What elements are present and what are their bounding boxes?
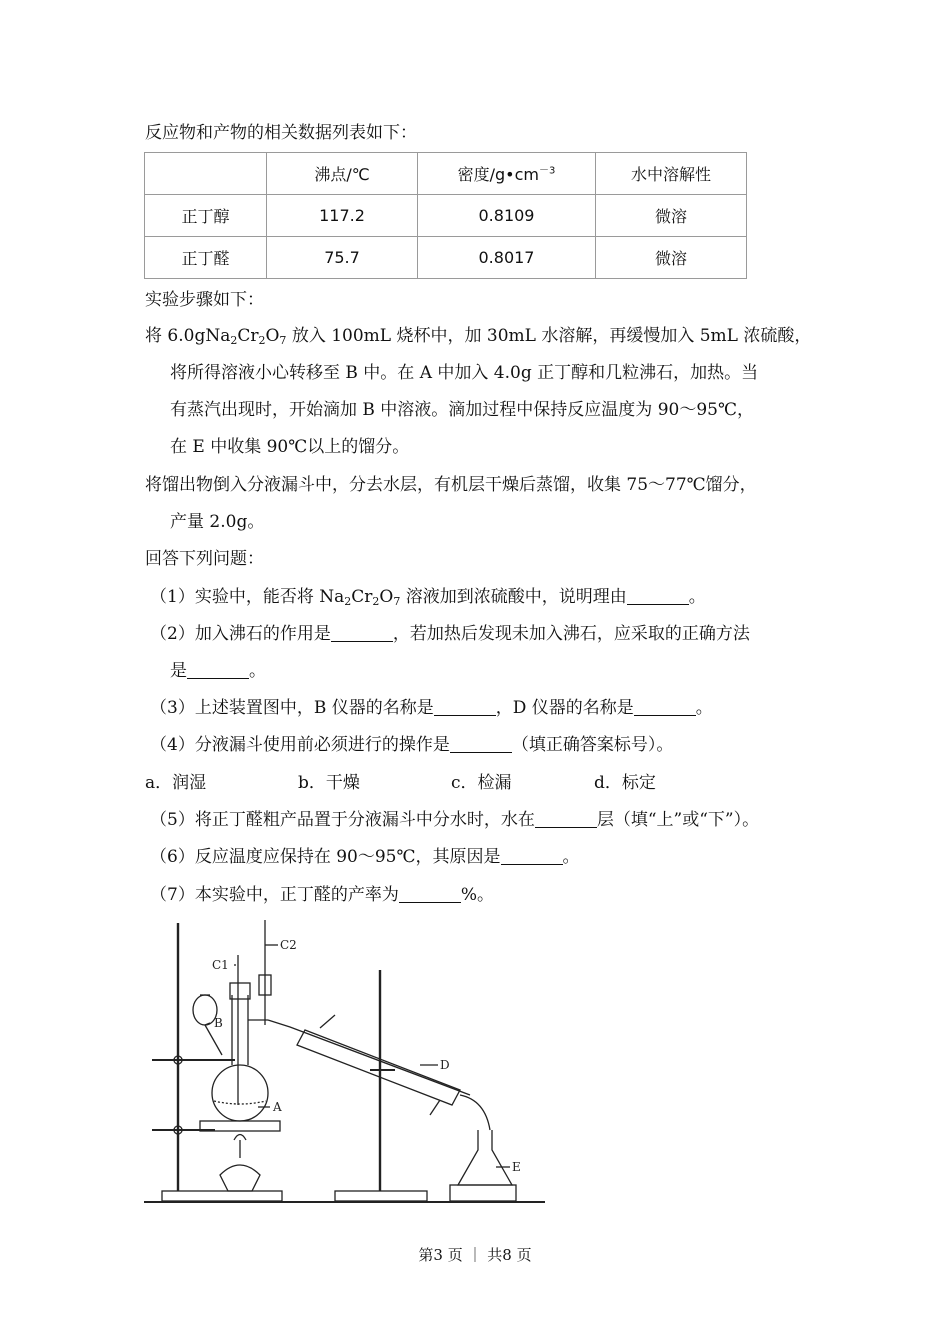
label-a: A [273,1100,282,1114]
table-cell: 117.2 [267,195,418,237]
steps-title: 实验步骤如下： [145,290,264,310]
table-cell: 0.8109 [418,195,596,237]
condenser-d [297,1030,460,1105]
question-5: （5）将正丁醛粗产品置于分液漏斗中分水时，水在 层（填“上”或“下”）。 [150,810,760,830]
flask-liquid [214,1101,266,1104]
flask-a [212,1065,268,1121]
conical-flask-e [458,1130,512,1185]
option-b: b．干燥 [298,773,360,793]
question-4-options [145,771,745,795]
table-intro: 反应物和产物的相关数据列表如下： [145,123,417,143]
answer-blank [399,884,461,903]
step1-line2: 将所得溶液小心转移至 B 中。在 A 中加入 4.0g 正丁醇和几粒沸石，加热。当 [170,363,759,383]
step1-line4: 在 E 中收集 90℃以上的馏分。 [170,437,410,457]
table-cell: 75.7 [267,237,418,279]
option-c: c．检漏 [451,773,512,793]
label-c1: C1 [212,958,229,972]
water-inlet [430,1100,440,1115]
option-a: a．润湿 [145,773,207,793]
table-row [145,195,747,237]
step2-line1: 将馏出物倒入分液漏斗中，分去水层，有机层干燥后蒸馏，收集 75～77℃馏分， [145,475,757,495]
data-table [144,152,747,279]
step1-line1: 将 $6.0gNa_2Cr_2O_7$ 放入 100mL 烧杯中，加 30mL 水溶解，再缓慢加入 5mL 浓硫酸， [145,326,812,347]
label-c2: C2 [280,938,297,952]
table-header-cell: 水中溶解性 [596,153,747,195]
flame [234,1135,246,1141]
answer-blank [450,734,512,753]
table-header-row [145,153,747,195]
answer-title: 回答下列问题： [145,549,264,569]
label-d: D [440,1058,450,1072]
adapter [460,1095,490,1130]
answer-blank [634,697,696,716]
stopper [230,983,250,999]
table-header-cell [145,153,267,195]
table-cell: 正丁醇 [145,195,267,237]
answer-blank [535,809,597,828]
flask-stand [450,1185,516,1201]
answer-blank [501,846,563,865]
step1-line3: 有蒸汽出现时，开始滴加 B 中溶液。滴加过程中保持反应温度为 90～95℃， [170,400,754,420]
stand-base-right [335,1191,427,1201]
question-1: （1）实验中，能否将 $Na_2Cr_2O_7$ 溶液加到浓硫酸中，说明理由 。 [150,587,706,608]
question-6: （6）反应温度应保持在 90～95℃，其原因是 。 [150,847,580,867]
question-2: （2）加入沸石的作用是 ，若加热后发现未加入沸石，应采取的正确方法 [150,624,750,644]
table-cell: 0.8017 [418,237,596,279]
table-header-cell: 沸点/℃ [267,153,418,195]
table-cell: 微溶 [596,237,747,279]
answer-blank [187,660,249,679]
option-d: d．标定 [594,773,656,793]
table-cell: 微溶 [596,195,747,237]
distillation-apparatus-figure [140,915,550,1210]
table-row [145,237,747,279]
page-footer: 第3 页 ｜ 共8 页 [418,1246,532,1264]
water-outlet [320,1015,335,1028]
question-2-cont: 是 。 [170,661,266,681]
answer-blank [434,697,496,716]
question-4: （4）分液漏斗使用前必须进行的操作是 （填正确答案标号）。 [150,735,674,755]
answer-blank [627,586,689,605]
alcohol-burner [220,1165,260,1191]
question-3: （3）上述装置图中，B 仪器的名称是 ，D 仪器的名称是 。 [150,698,713,718]
stand-base-left [162,1191,282,1201]
table-header-cell: 密度$/g•cm^{-3}$ [418,153,596,195]
step2-line2: 产量 2.0g。 [170,512,265,532]
answer-blank [331,623,393,642]
table-cell: 正丁醛 [145,237,267,279]
question-7: （7）本实验中，正丁醛的产率为 %。 [150,885,494,905]
label-e: E [512,1160,521,1174]
label-b: B [214,1016,223,1030]
